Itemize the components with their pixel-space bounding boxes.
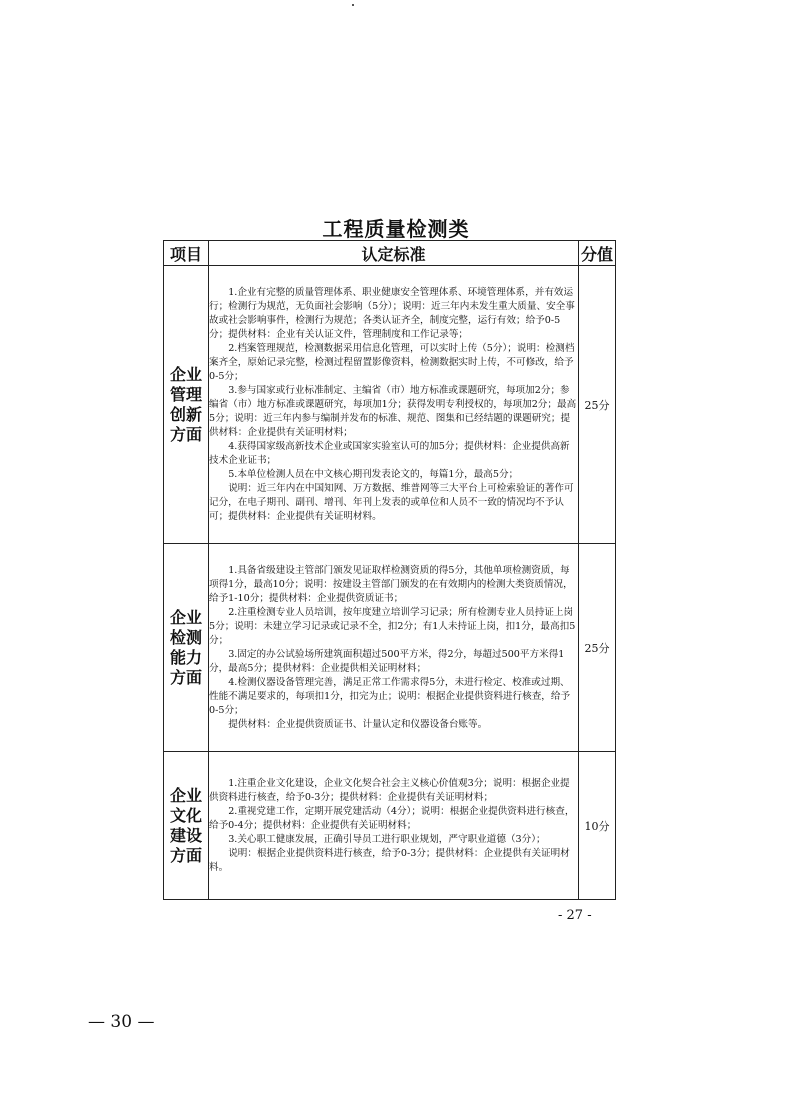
item-label-line: 建设 [169, 825, 202, 845]
header-score: 分值 [579, 241, 616, 266]
page-number-outer: — 30 — [88, 1012, 155, 1032]
criteria-paragraph: 3.参与国家或行业标准制定、主编省（市）地方标准或课题研究，每项加2分；参编省（市）地方标准或课题研究，每项加1分；获得发明专利授权的，每项加2分；最高5分；说明：近三年内参与编制并发布的标准、规范、图集和已经结题的课题研究；提供材料：企业提供有关证明材料； [209, 384, 577, 438]
criteria-paragraph: 1.具备省级建设主管部门颁发见证取样检测资质的得5分，其他单项检测资质，每项得1分，最高10分；说明：按建设主管部门颁发的在有效期内的检测大类资质情况，给予1-10分；提供材料：企业提供资质证书； [209, 564, 573, 604]
table-row [164, 544, 616, 752]
criteria-paragraph: 说明：近三年内在中国知网、万方数据、维普网等三大平台上可检索验证的著作可记分，在电子期刊、副刊、增刊、年刊上发表的或单位和人员不一致的情况均不予认可；提供材料：企业提供有关证明材料。 [209, 482, 574, 522]
criteria-paragraph: 说明：根据企业提供资料进行核查，给予0-3分；提供材料：企业提供有关证明材料。 [209, 847, 570, 873]
score-cell: 25分 [579, 266, 616, 544]
criteria-paragraph: 3.固定的办公试验场所建筑面积超过500平方米，得2分，每超过500平方米得1分，最高5分；提供材料：企业提供相关证明材料； [209, 648, 565, 674]
criteria-cell [209, 266, 579, 544]
criteria-cell [209, 544, 579, 752]
criteria-table [163, 240, 616, 900]
score-cell: 25分 [579, 544, 616, 752]
criteria-paragraph: 4.检测仪器设备管理完善，满足正常工作需求得5分，未进行检定、校准或过期、性能不满足要求的，每项扣1分，扣完为止；说明：根据企业提供资料进行核查，给予0-5分； [209, 676, 571, 716]
item-label-line: 企业 [169, 364, 202, 384]
criteria-paragraph: 2.档案管理规范，检测数据采用信息化管理，可以实时上传（5分）；说明：检测档案齐全，原始记录完整，检测过程留置影像资料，检测数据实时上传，不可修改，给予0-5分； [209, 342, 575, 382]
item-label-line: 方面 [169, 667, 202, 687]
item-label-line: 方面 [169, 424, 202, 444]
item-cell [164, 544, 209, 752]
item-label-line: 文化 [169, 805, 202, 825]
scan-speck [352, 4, 354, 6]
criteria-paragraph: 提供材料：企业提供资质证书、计量认定和仪器设备台账等。 [228, 718, 488, 730]
criteria-paragraph: 3.关心职工健康发展，正确引导员工进行职业规划，严守职业道德（3分）； [228, 833, 546, 845]
criteria-paragraph: 1.企业有完整的质量管理体系、职业健康安全管理体系、环境管理体系，并有效运行；检测行为规范，无负面社会影响（5分）；说明：近三年内未发生重大质量、安全事故或社会影响事件，检测行为规范；各类认证齐全，制度完整，运行有效；给予0-5分；提供材料：企业有关认证文件，管理制度和工作记录等； [209, 286, 575, 340]
item-label-line: 方面 [169, 845, 202, 865]
criteria-paragraph: 2.注重检测专业人员培训，按年度建立培训学习记录；所有检测专业人员持证上岗5分；说明：未建立学习记录或记录不全，扣2分；有1人未持证上岗，扣1分，最高扣5分； [209, 606, 576, 646]
item-cell [164, 266, 209, 544]
item-cell [164, 752, 209, 900]
item-label-line: 能力 [169, 647, 202, 667]
item-label-line: 检测 [169, 627, 202, 647]
header-item: 项目 [164, 241, 209, 266]
header-criteria: 认定标准 [209, 241, 579, 266]
table-header-row [164, 241, 616, 266]
item-label-line: 企业 [169, 785, 202, 805]
criteria-cell [209, 752, 579, 900]
item-label-line: 管理 [169, 384, 202, 404]
item-label-line: 创新 [169, 404, 202, 424]
table-row [164, 752, 616, 900]
page-title: 工程质量检测类 [322, 217, 470, 241]
item-label-line: 企业 [169, 607, 202, 627]
criteria-paragraph: 4.获得国家级高新技术企业或国家实验室认可的加5分；提供材料：企业提供高新技术企业证书； [209, 440, 570, 466]
criteria-paragraph: 1.注重企业文化建设，企业文化契合社会主义核心价值观3分；说明：根据企业提供资料进行核查，给予0-3分；提供材料：企业提供有关证明材料； [209, 777, 570, 803]
table-row [164, 266, 616, 544]
page-number-inner: - 27 - [558, 908, 592, 923]
score-cell: 10分 [579, 752, 616, 900]
criteria-paragraph: 5.本单位检测人员在中文核心期刊发表论文的，每篇1分，最高5分； [228, 468, 519, 480]
criteria-paragraph: 2.重视党建工作，定期开展党建活动（4分）；说明：根据企业提供资料进行核查，给予0-4分；提供材料：企业提供有关证明材料； [209, 805, 575, 831]
